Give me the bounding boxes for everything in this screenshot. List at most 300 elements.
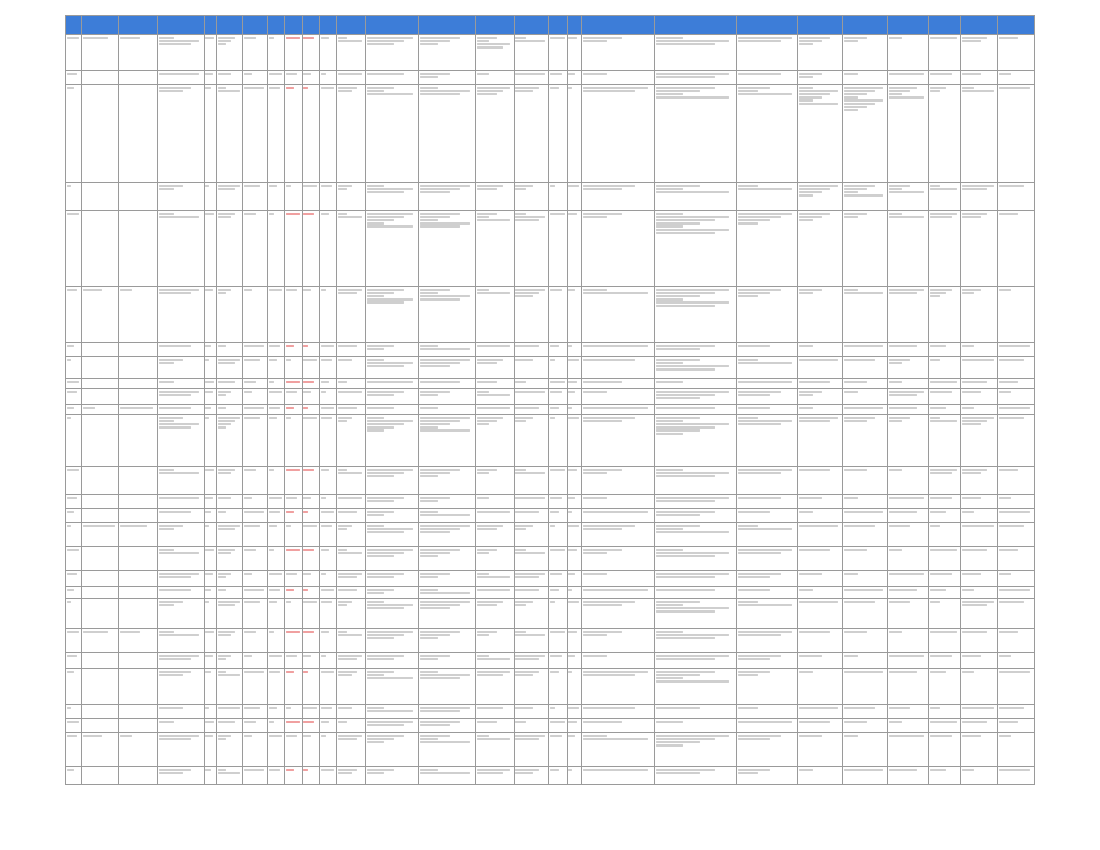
text-line bbox=[420, 514, 470, 516]
text-line bbox=[656, 514, 699, 516]
text-line bbox=[286, 345, 294, 347]
text-line bbox=[159, 289, 200, 291]
text-line bbox=[930, 90, 940, 92]
text-line bbox=[962, 589, 974, 591]
table-cell bbox=[567, 35, 581, 71]
text-line bbox=[420, 552, 450, 554]
text-line bbox=[799, 40, 822, 42]
table-cell bbox=[319, 669, 336, 705]
text-line bbox=[338, 601, 352, 603]
table-cell bbox=[998, 357, 1035, 379]
text-line bbox=[338, 589, 357, 591]
table-cell bbox=[418, 379, 475, 389]
text-line bbox=[269, 289, 283, 291]
text-line bbox=[303, 769, 308, 771]
text-line bbox=[656, 738, 714, 740]
table-cell bbox=[82, 467, 119, 495]
text-line bbox=[159, 90, 183, 92]
text-line bbox=[321, 511, 335, 513]
table-cell bbox=[418, 547, 475, 571]
text-line bbox=[269, 735, 283, 737]
table-cell bbox=[337, 389, 366, 405]
text-line bbox=[583, 40, 607, 42]
table-cell bbox=[285, 733, 302, 767]
table-cell bbox=[655, 357, 737, 379]
table-cell bbox=[319, 705, 336, 719]
text-line bbox=[218, 426, 226, 428]
table-cell bbox=[655, 509, 737, 523]
table-cell bbox=[998, 767, 1035, 785]
text-line bbox=[338, 497, 362, 499]
text-line bbox=[515, 420, 526, 422]
table-cell bbox=[82, 71, 119, 85]
text-line bbox=[889, 525, 910, 527]
table-cell bbox=[285, 629, 302, 653]
text-line bbox=[244, 511, 264, 513]
text-line bbox=[738, 219, 770, 221]
text-line bbox=[286, 359, 291, 361]
text-line bbox=[286, 469, 300, 471]
table-cell bbox=[998, 35, 1035, 71]
table-cell bbox=[319, 379, 336, 389]
table-cell bbox=[365, 705, 418, 719]
text-line bbox=[338, 188, 347, 190]
text-line bbox=[930, 407, 947, 409]
table-cell bbox=[567, 523, 581, 547]
text-line bbox=[367, 573, 404, 575]
text-line bbox=[799, 417, 838, 419]
text-line bbox=[889, 735, 924, 737]
table-cell bbox=[204, 35, 216, 71]
text-line bbox=[303, 185, 317, 187]
text-line bbox=[269, 497, 283, 499]
table-cell bbox=[243, 767, 267, 785]
table-cell bbox=[82, 523, 119, 547]
text-line bbox=[303, 735, 311, 737]
table-cell bbox=[82, 183, 119, 211]
table-cell bbox=[567, 405, 581, 415]
table-cell bbox=[302, 379, 319, 389]
text-line bbox=[583, 87, 648, 89]
table-cell bbox=[736, 587, 797, 599]
text-line bbox=[999, 631, 1018, 633]
table-cell bbox=[66, 587, 82, 599]
table-cell bbox=[243, 719, 267, 733]
text-line bbox=[738, 511, 770, 513]
table-cell bbox=[514, 343, 549, 357]
text-line bbox=[338, 73, 362, 75]
table-cell bbox=[119, 509, 158, 523]
text-line bbox=[550, 631, 565, 633]
text-line bbox=[568, 721, 577, 723]
text-line bbox=[67, 359, 72, 361]
text-line bbox=[244, 289, 251, 291]
table-cell bbox=[655, 85, 737, 183]
text-line bbox=[420, 772, 470, 774]
table-cell bbox=[887, 35, 928, 71]
table-cell bbox=[418, 767, 475, 785]
table-cell bbox=[655, 183, 737, 211]
text-line bbox=[799, 194, 813, 196]
text-line bbox=[159, 185, 183, 187]
text-line bbox=[159, 772, 183, 774]
text-line bbox=[930, 185, 940, 187]
table-cell bbox=[157, 71, 204, 85]
table-cell bbox=[302, 343, 319, 357]
table-cell bbox=[157, 705, 204, 719]
text-line bbox=[218, 213, 236, 215]
table-cell bbox=[961, 415, 998, 467]
table-cell bbox=[798, 733, 843, 767]
table-cell bbox=[302, 523, 319, 547]
text-line bbox=[367, 43, 395, 45]
table-cell bbox=[119, 571, 158, 587]
text-line bbox=[67, 601, 72, 603]
table-cell bbox=[843, 405, 888, 415]
table-cell bbox=[843, 495, 888, 509]
text-line bbox=[159, 359, 183, 361]
text-line bbox=[367, 292, 395, 294]
text-line bbox=[738, 601, 758, 603]
table-cell bbox=[736, 599, 797, 629]
table-cell bbox=[567, 211, 581, 287]
text-line bbox=[420, 87, 439, 89]
text-line bbox=[269, 417, 277, 419]
text-line bbox=[477, 359, 504, 361]
table-cell bbox=[337, 467, 366, 495]
text-line bbox=[515, 634, 545, 636]
column-header bbox=[998, 16, 1035, 35]
text-line bbox=[515, 552, 545, 554]
text-line bbox=[656, 222, 699, 224]
table-cell bbox=[319, 287, 336, 343]
table-cell bbox=[119, 415, 158, 467]
text-line bbox=[420, 500, 439, 502]
text-line bbox=[962, 188, 987, 190]
table-cell bbox=[514, 495, 549, 509]
text-line bbox=[205, 573, 212, 575]
table-cell bbox=[843, 389, 888, 405]
text-line bbox=[159, 528, 174, 530]
table-cell bbox=[302, 547, 319, 571]
table-cell bbox=[961, 467, 998, 495]
table-cell bbox=[243, 523, 267, 547]
table-cell bbox=[514, 467, 549, 495]
table-cell bbox=[365, 767, 418, 785]
table-cell bbox=[961, 523, 998, 547]
text-line bbox=[269, 381, 274, 383]
table-cell bbox=[475, 211, 514, 287]
text-line bbox=[656, 721, 683, 723]
text-line bbox=[477, 216, 489, 218]
text-line bbox=[321, 381, 329, 383]
table-cell bbox=[736, 389, 797, 405]
table-cell bbox=[216, 287, 243, 343]
text-line bbox=[477, 391, 489, 393]
table-cell bbox=[285, 287, 302, 343]
text-line bbox=[583, 631, 622, 633]
text-line bbox=[159, 381, 174, 383]
table-cell bbox=[418, 509, 475, 523]
text-line bbox=[844, 109, 858, 111]
table-cell bbox=[736, 357, 797, 379]
text-line bbox=[656, 381, 683, 383]
text-line bbox=[269, 185, 277, 187]
text-line bbox=[889, 601, 910, 603]
text-line bbox=[338, 671, 357, 673]
table-cell bbox=[887, 467, 928, 495]
table-cell bbox=[928, 85, 961, 183]
text-line bbox=[550, 289, 562, 291]
text-line bbox=[420, 549, 460, 551]
table-cell bbox=[285, 571, 302, 587]
table-cell bbox=[267, 599, 284, 629]
text-line bbox=[799, 671, 813, 673]
text-line bbox=[367, 677, 413, 679]
text-line bbox=[286, 589, 294, 591]
text-line bbox=[205, 407, 210, 409]
text-line bbox=[159, 497, 200, 499]
text-line bbox=[244, 497, 251, 499]
text-line bbox=[515, 289, 545, 291]
table-cell bbox=[302, 767, 319, 785]
table-cell bbox=[82, 571, 119, 587]
table-cell bbox=[319, 405, 336, 415]
table-cell bbox=[82, 287, 119, 343]
text-line bbox=[367, 637, 395, 639]
text-line bbox=[67, 469, 80, 471]
table-cell bbox=[267, 719, 284, 733]
text-line bbox=[205, 707, 208, 709]
table-cell bbox=[267, 85, 284, 183]
table-cell bbox=[514, 669, 549, 705]
text-line bbox=[656, 741, 699, 743]
text-line bbox=[550, 589, 559, 591]
text-line bbox=[738, 213, 792, 215]
table-cell bbox=[798, 509, 843, 523]
table-cell bbox=[549, 183, 567, 211]
table-row bbox=[66, 35, 1035, 71]
text-line bbox=[338, 420, 347, 422]
table-cell bbox=[319, 509, 336, 523]
text-line bbox=[338, 525, 352, 527]
table-cell bbox=[337, 287, 366, 343]
table-cell bbox=[365, 719, 418, 733]
table-cell bbox=[549, 719, 567, 733]
text-line bbox=[515, 655, 545, 657]
text-line bbox=[159, 73, 200, 75]
text-line bbox=[303, 381, 314, 383]
table-cell bbox=[581, 467, 654, 495]
table-row bbox=[66, 509, 1035, 523]
table-cell bbox=[204, 389, 216, 405]
text-line bbox=[583, 359, 635, 361]
table-cell bbox=[567, 599, 581, 629]
table-cell bbox=[285, 509, 302, 523]
text-line bbox=[738, 707, 758, 709]
table-cell bbox=[243, 85, 267, 183]
text-line bbox=[420, 511, 439, 513]
text-line bbox=[930, 601, 940, 603]
table-cell bbox=[319, 357, 336, 379]
table-cell bbox=[243, 357, 267, 379]
text-line bbox=[218, 394, 226, 396]
text-line bbox=[930, 345, 947, 347]
table-cell bbox=[337, 705, 366, 719]
text-line bbox=[844, 735, 858, 737]
table-cell bbox=[216, 523, 243, 547]
text-line bbox=[269, 469, 274, 471]
text-line bbox=[420, 475, 439, 477]
text-line bbox=[477, 292, 510, 294]
text-line bbox=[159, 213, 174, 215]
text-line bbox=[656, 87, 714, 89]
table-cell bbox=[475, 389, 514, 405]
text-line bbox=[738, 423, 781, 425]
table-cell bbox=[285, 467, 302, 495]
text-line bbox=[218, 188, 236, 190]
text-line bbox=[477, 188, 497, 190]
table-cell bbox=[475, 705, 514, 719]
text-line bbox=[420, 674, 470, 676]
text-line bbox=[999, 511, 1031, 513]
table-cell bbox=[655, 523, 737, 547]
text-line bbox=[286, 87, 294, 89]
text-line bbox=[889, 655, 924, 657]
text-line bbox=[656, 607, 729, 609]
text-line bbox=[205, 391, 212, 393]
table-cell bbox=[243, 733, 267, 767]
table-cell bbox=[549, 653, 567, 669]
text-line bbox=[159, 292, 192, 294]
text-line bbox=[568, 631, 577, 633]
text-line bbox=[799, 191, 822, 193]
text-line bbox=[205, 511, 210, 513]
text-line bbox=[738, 90, 758, 92]
text-line bbox=[420, 43, 439, 45]
text-line bbox=[515, 216, 545, 218]
table-cell bbox=[998, 653, 1035, 669]
text-line bbox=[799, 76, 813, 78]
text-line bbox=[568, 601, 579, 603]
text-line bbox=[367, 213, 413, 215]
text-line bbox=[844, 90, 875, 92]
text-line bbox=[889, 96, 924, 98]
text-line bbox=[218, 43, 226, 45]
text-line bbox=[67, 655, 77, 657]
table-cell bbox=[267, 389, 284, 405]
table-cell bbox=[961, 495, 998, 509]
text-line bbox=[83, 289, 102, 291]
column-header bbox=[66, 16, 82, 35]
table-cell bbox=[418, 85, 475, 183]
table-cell bbox=[998, 705, 1035, 719]
text-line bbox=[962, 417, 993, 419]
text-line bbox=[367, 738, 395, 740]
text-line bbox=[799, 469, 830, 471]
text-line bbox=[338, 213, 347, 215]
text-line bbox=[218, 634, 231, 636]
table-cell bbox=[216, 343, 243, 357]
table-cell bbox=[285, 211, 302, 287]
text-line bbox=[844, 589, 883, 591]
text-line bbox=[656, 674, 699, 676]
text-line bbox=[656, 213, 683, 215]
table-cell bbox=[365, 587, 418, 599]
table-cell bbox=[82, 767, 119, 785]
text-line bbox=[550, 407, 559, 409]
table-cell bbox=[243, 571, 267, 587]
table-cell bbox=[319, 35, 336, 71]
table-cell bbox=[204, 343, 216, 357]
table-cell bbox=[581, 767, 654, 785]
text-line bbox=[286, 37, 300, 39]
text-line bbox=[420, 724, 450, 726]
table-cell bbox=[961, 211, 998, 287]
table-cell bbox=[581, 523, 654, 547]
text-line bbox=[321, 87, 335, 89]
table-cell bbox=[302, 705, 319, 719]
table-cell bbox=[204, 523, 216, 547]
text-line bbox=[962, 735, 981, 737]
text-line bbox=[218, 90, 240, 92]
table-cell bbox=[843, 629, 888, 653]
table-cell bbox=[119, 587, 158, 599]
table-cell bbox=[204, 405, 216, 415]
text-line bbox=[550, 721, 565, 723]
text-line bbox=[930, 655, 952, 657]
table-cell bbox=[157, 211, 204, 287]
table-cell bbox=[66, 415, 82, 467]
text-line bbox=[367, 426, 395, 428]
table-row bbox=[66, 733, 1035, 767]
text-line bbox=[338, 631, 347, 633]
text-line bbox=[583, 769, 648, 771]
text-line bbox=[515, 219, 539, 221]
table-cell bbox=[843, 357, 888, 379]
text-line bbox=[218, 511, 226, 513]
text-line bbox=[656, 305, 714, 307]
text-line bbox=[420, 741, 470, 743]
text-line bbox=[303, 213, 314, 215]
text-line bbox=[738, 735, 781, 737]
table-cell bbox=[514, 405, 549, 415]
text-line bbox=[420, 555, 439, 557]
table-cell bbox=[736, 719, 797, 733]
text-line bbox=[889, 549, 902, 551]
text-line bbox=[799, 391, 822, 393]
text-line bbox=[583, 634, 607, 636]
text-line bbox=[244, 721, 256, 723]
table-cell bbox=[119, 71, 158, 85]
table-cell bbox=[216, 211, 243, 287]
text-line bbox=[930, 735, 952, 737]
table-cell bbox=[66, 343, 82, 357]
text-line bbox=[286, 631, 300, 633]
text-line bbox=[159, 655, 200, 657]
text-line bbox=[338, 417, 352, 419]
table-cell bbox=[66, 85, 82, 183]
table-cell bbox=[302, 629, 319, 653]
table-cell bbox=[302, 35, 319, 71]
text-line bbox=[321, 407, 335, 409]
table-row bbox=[66, 357, 1035, 379]
table-cell bbox=[82, 415, 119, 467]
table-cell bbox=[66, 669, 82, 705]
text-line bbox=[218, 423, 231, 425]
text-line bbox=[889, 359, 910, 361]
text-line bbox=[583, 589, 648, 591]
